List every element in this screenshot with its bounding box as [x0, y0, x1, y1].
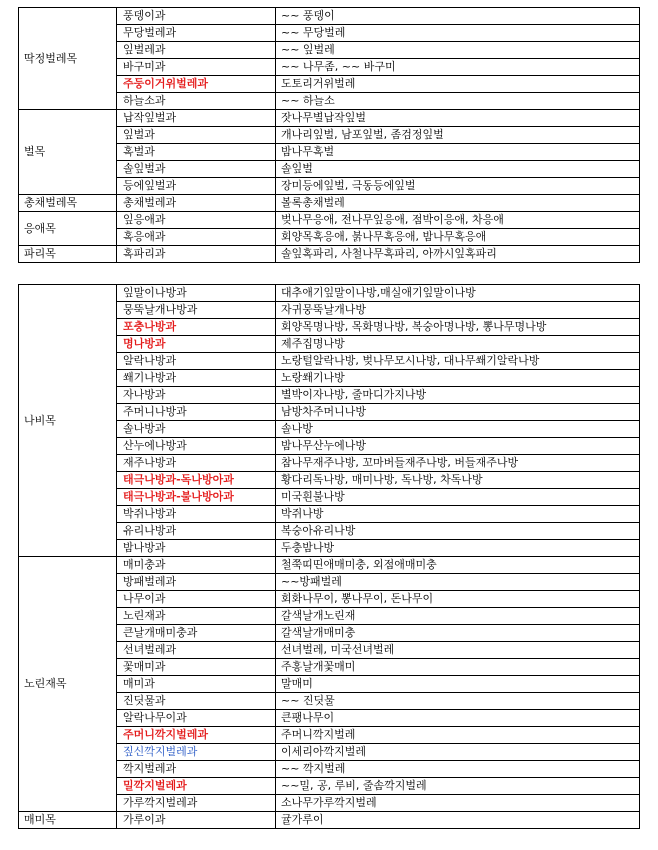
- family-cell: 바구미과: [117, 59, 276, 76]
- example-cell: 대추애기잎말이나방,매실애기잎말이나방: [276, 285, 640, 302]
- family-cell: 노린재과: [117, 608, 276, 625]
- example-cell: 참나무재주나방, 꼬마버들재주나방, 버들재주나방: [276, 455, 640, 472]
- family-cell: 알락나방과: [117, 353, 276, 370]
- example-cell: 회양목명나방, 목화명나방, 복숭아명나방, 뽕나무명나방: [276, 319, 640, 336]
- example-cell: ~~ 풍뎅이: [276, 8, 640, 25]
- example-cell: 황다리독나방, 매미나방, 독나방, 차독나방: [276, 472, 640, 489]
- family-cell: 선녀벌레과: [117, 642, 276, 659]
- example-cell: ~~ 깍지벌레: [276, 761, 640, 778]
- example-cell: 제주집명나방: [276, 336, 640, 353]
- example-cell: 말매미: [276, 676, 640, 693]
- example-cell: 개나리잎벌, 남포잎벌, 좀검정잎벌: [276, 127, 640, 144]
- example-cell: 소나무가루깍지벌레: [276, 795, 640, 812]
- family-cell: 가루깍지벌레과: [117, 795, 276, 812]
- order-cell: 벌목: [19, 110, 117, 195]
- family-cell: 산누에나방과: [117, 438, 276, 455]
- family-cell: 납작잎벌과: [117, 110, 276, 127]
- family-cell: 잎벌과: [117, 127, 276, 144]
- example-cell: 볼록총채벌레: [276, 195, 640, 212]
- family-cell: 잎벌레과: [117, 42, 276, 59]
- example-cell: 선녀벌레, 미국선녀벌레: [276, 642, 640, 659]
- example-cell: 주홍날개꽃매미: [276, 659, 640, 676]
- pest-table-2: [18, 284, 640, 829]
- example-cell: 노랑쐐기나방: [276, 370, 640, 387]
- family-cell: 포충나방과: [117, 319, 276, 336]
- family-cell: 박쥐나방과: [117, 506, 276, 523]
- family-cell: 꽃매미과: [117, 659, 276, 676]
- example-cell: ~~ 하늘소: [276, 93, 640, 110]
- example-cell: 주머니깍지벌레: [276, 727, 640, 744]
- example-cell: ~~ 나무좀, ~~ 바구미: [276, 59, 640, 76]
- example-cell: ~~ 진딧물: [276, 693, 640, 710]
- order-cell: 딱정벌레목: [19, 8, 117, 110]
- example-cell: 노랑털알락나방, 벚나무모시나방, 대나무쐐기알락나방: [276, 353, 640, 370]
- example-cell: 갈색날개매미충: [276, 625, 640, 642]
- example-cell: 잣나무별납작잎벌: [276, 110, 640, 127]
- example-cell: ~~ 무당벌레: [276, 25, 640, 42]
- family-cell: 주머니나방과: [117, 404, 276, 421]
- example-cell: 자귀뭉뚝날개나방: [276, 302, 640, 319]
- example-cell: 남방차주머니나방: [276, 404, 640, 421]
- order-cell: 나비목: [19, 285, 117, 557]
- example-cell: 회화나무이, 뽕나무이, 돈나무이: [276, 591, 640, 608]
- family-cell: 주머니깍지벌레과: [117, 727, 276, 744]
- example-cell: 복숭아유리나방: [276, 523, 640, 540]
- example-cell: 회양목혹응애, 붉나무혹응애, 밤나무혹응애: [276, 229, 640, 246]
- pest-table-1-body: [19, 8, 640, 263]
- family-cell: 혹벌과: [117, 144, 276, 161]
- family-cell: 태극나방과-독나방아과: [117, 472, 276, 489]
- example-cell: 이세리아깍지벌레: [276, 744, 640, 761]
- example-cell: 솔잎벌: [276, 161, 640, 178]
- table-row: [19, 285, 640, 302]
- table-row: [19, 195, 640, 212]
- example-cell: 귤가루이: [276, 812, 640, 829]
- example-cell: 밤나무산누에나방: [276, 438, 640, 455]
- family-cell: 솔잎벌과: [117, 161, 276, 178]
- family-cell: 잎말이나방과: [117, 285, 276, 302]
- family-cell: 무당벌레과: [117, 25, 276, 42]
- order-cell: 매미목: [19, 812, 117, 829]
- example-cell: 갈색날개노린재: [276, 608, 640, 625]
- family-cell: 나무이과: [117, 591, 276, 608]
- example-cell: 밤나무혹벌: [276, 144, 640, 161]
- example-cell: 별박이자나방, 줄마디가지나방: [276, 387, 640, 404]
- table-row: [19, 8, 640, 25]
- table-row: [19, 812, 640, 829]
- example-cell: 큰팽나무이: [276, 710, 640, 727]
- family-cell: 방패벌레과: [117, 574, 276, 591]
- order-cell: 응애목: [19, 212, 117, 246]
- example-cell: 철쭉띠띤애매미충, 외점애매미충: [276, 557, 640, 574]
- family-cell: 큰날개매미충과: [117, 625, 276, 642]
- family-cell: 혹파리과: [117, 246, 276, 263]
- example-cell: 도토리거위벌레: [276, 76, 640, 93]
- example-cell: 벚나무응애, 전나무잎응애, 점박이응애, 차응애: [276, 212, 640, 229]
- example-cell: 장미등에잎벌, 극동등에잎벌: [276, 178, 640, 195]
- family-cell: 풍뎅이과: [117, 8, 276, 25]
- family-cell: 매미과: [117, 676, 276, 693]
- family-cell: 쐐기나방과: [117, 370, 276, 387]
- example-cell: ~~밀, 공, 루비, 줄솜깍지벌레: [276, 778, 640, 795]
- example-cell: ~~ 잎벌레: [276, 42, 640, 59]
- family-cell: 진딧물과: [117, 693, 276, 710]
- family-cell: 명나방과: [117, 336, 276, 353]
- table-row: [19, 212, 640, 229]
- family-cell: 유리나방과: [117, 523, 276, 540]
- example-cell: 솔나방: [276, 421, 640, 438]
- family-cell: 짚신깍지벌레과: [117, 744, 276, 761]
- family-cell: 자나방과: [117, 387, 276, 404]
- order-cell: 노린재목: [19, 557, 117, 812]
- table-row: [19, 557, 640, 574]
- table-row: [19, 110, 640, 127]
- example-cell: 미국흰불나방: [276, 489, 640, 506]
- order-cell: 총채벌레목: [19, 195, 117, 212]
- family-cell: 하늘소과: [117, 93, 276, 110]
- example-cell: 솔잎혹파리, 사철나무혹파리, 아까시잎혹파리: [276, 246, 640, 263]
- family-cell: 재주나방과: [117, 455, 276, 472]
- family-cell: 태극나방과-불나방아과: [117, 489, 276, 506]
- family-cell: 솔나방과: [117, 421, 276, 438]
- family-cell: 잎응애과: [117, 212, 276, 229]
- example-cell: 두충밤나방: [276, 540, 640, 557]
- family-cell: 뭉뚝날개나방과: [117, 302, 276, 319]
- example-cell: ~~방패벌레: [276, 574, 640, 591]
- family-cell: 깍지벌레과: [117, 761, 276, 778]
- family-cell: 가루이과: [117, 812, 276, 829]
- family-cell: 혹응애과: [117, 229, 276, 246]
- table-row: [19, 246, 640, 263]
- family-cell: 알락나무이과: [117, 710, 276, 727]
- family-cell: 밤나방과: [117, 540, 276, 557]
- family-cell: 밀깍지벌레과: [117, 778, 276, 795]
- pest-table-1: [18, 7, 640, 263]
- example-cell: 박쥐나방: [276, 506, 640, 523]
- pest-table-2-body: [19, 285, 640, 829]
- order-cell: 파리목: [19, 246, 117, 263]
- family-cell: 총채벌레과: [117, 195, 276, 212]
- family-cell: 주둥이거위벌레과: [117, 76, 276, 93]
- family-cell: 등에잎벌과: [117, 178, 276, 195]
- family-cell: 매미충과: [117, 557, 276, 574]
